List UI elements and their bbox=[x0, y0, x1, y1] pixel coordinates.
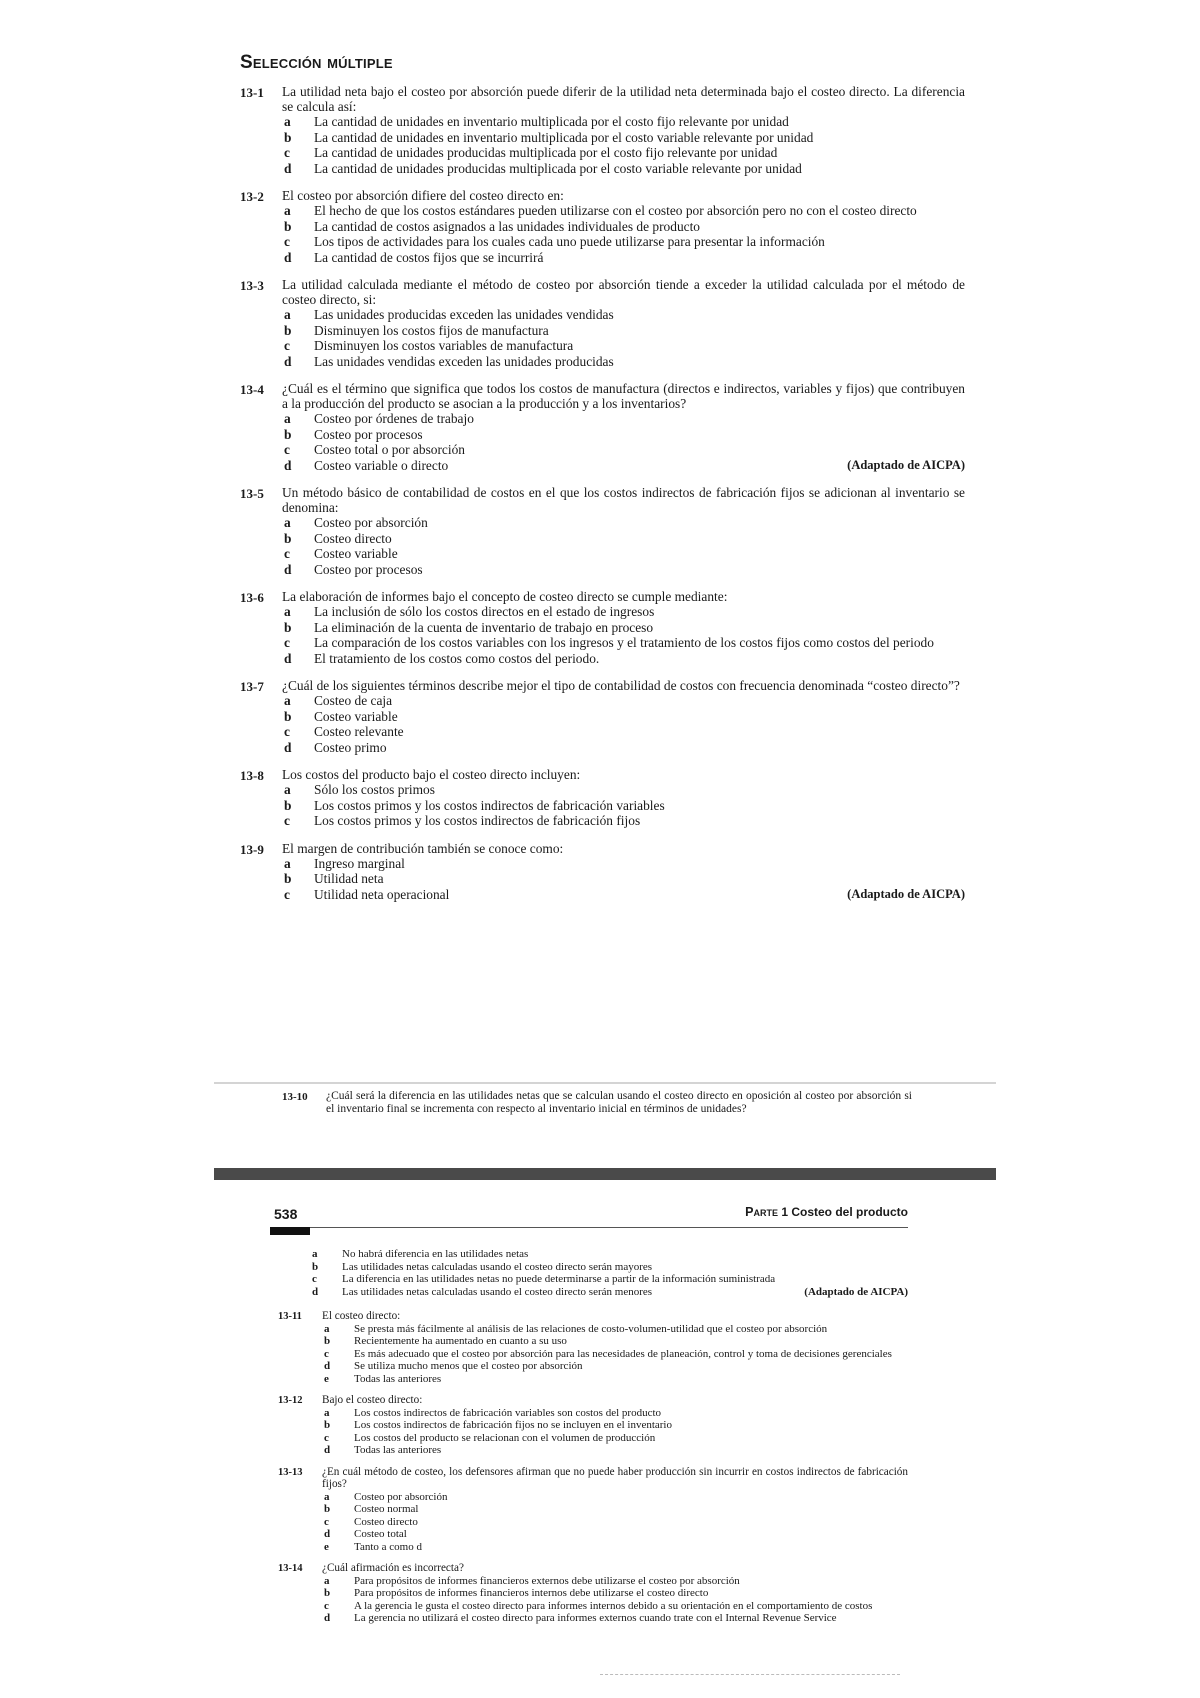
question bbox=[282, 1090, 912, 1115]
option bbox=[282, 724, 965, 740]
question bbox=[240, 84, 965, 176]
option-letter: b bbox=[324, 1503, 331, 1515]
option-letter: a bbox=[324, 1574, 330, 1587]
option-letter: b bbox=[284, 322, 292, 338]
question bbox=[278, 1562, 908, 1625]
option-text: Disminuyen los costos variables de manufactura bbox=[314, 338, 574, 353]
option bbox=[282, 604, 965, 620]
option bbox=[282, 887, 965, 903]
question bbox=[278, 1310, 908, 1385]
option bbox=[322, 1600, 908, 1613]
option-letter: a bbox=[284, 782, 291, 797]
source-note: (Adaptado de AICPA) bbox=[847, 886, 965, 901]
option bbox=[282, 145, 965, 161]
option-letter: c bbox=[284, 145, 290, 160]
option bbox=[282, 427, 965, 443]
source-note: (Adaptado de AICPA) bbox=[804, 1285, 908, 1298]
question-stem: El margen de contribución también se conoce como: bbox=[282, 840, 564, 856]
option-text: La diferencia en las utilidades netas no puede determinarse a partir de la información suministrada bbox=[342, 1273, 776, 1285]
option bbox=[322, 1407, 908, 1420]
option bbox=[322, 1432, 908, 1445]
option bbox=[282, 651, 965, 667]
question-body bbox=[282, 767, 965, 829]
option-letter: b bbox=[284, 797, 292, 813]
option-letter: e bbox=[324, 1372, 329, 1385]
question-number: 13-6 bbox=[240, 590, 264, 605]
option-text: Sólo los costos primos bbox=[314, 782, 435, 797]
option bbox=[282, 531, 965, 547]
question-list-page2 bbox=[278, 1310, 908, 1625]
option-letter: b bbox=[284, 871, 292, 886]
option-text: Las unidades producidas exceden las unidades vendidas bbox=[314, 307, 614, 322]
question-number: 13-2 bbox=[240, 189, 264, 204]
footer-line bbox=[600, 1674, 900, 1677]
option-text: La inclusión de sólo los costos directos en el estado de ingresos bbox=[314, 604, 655, 619]
option-text: El tratamiento de los costos como costos del periodo. bbox=[314, 650, 600, 666]
page-bottom bbox=[278, 1248, 908, 1634]
option-text: A la gerencia le gusta el costeo directo para informes internos debido a su orientación en el comportamiento de costos bbox=[354, 1599, 873, 1612]
part-word: Parte bbox=[745, 1205, 778, 1219]
question bbox=[240, 381, 965, 473]
option-letter: d bbox=[284, 457, 292, 473]
question-number: 13-1 bbox=[240, 85, 264, 100]
question-body bbox=[282, 841, 965, 903]
source-note: (Adaptado de AICPA) bbox=[847, 457, 965, 472]
option-text: Para propósitos de informes financieros internos debe utilizarse el costeo directo bbox=[354, 1587, 709, 1599]
option bbox=[322, 1516, 908, 1529]
option-text: Los costos del producto se relacionan con el volumen de producción bbox=[354, 1431, 656, 1444]
option bbox=[322, 1373, 908, 1386]
option-text: Los costos primos y los costos indirectos de fabricación variables bbox=[314, 797, 665, 813]
option bbox=[282, 354, 965, 370]
option-letter: c bbox=[312, 1273, 317, 1285]
option-text: Para propósitos de informes financieros externos debe utilizarse el costeo por absorción bbox=[354, 1574, 740, 1587]
option-text: Costeo total o por absorción bbox=[314, 442, 465, 457]
question-body bbox=[282, 381, 965, 473]
option-text: La gerencia no utilizará el costeo directo para informes externos cuando trate con el Internal Revenue Service bbox=[354, 1612, 837, 1624]
option-letter: b bbox=[284, 129, 292, 145]
question-stem: La elaboración de informes bajo el concepto de costeo directo se cumple mediante: bbox=[282, 589, 728, 604]
option-letter: a bbox=[284, 203, 291, 218]
option-text: Costeo directo bbox=[314, 530, 392, 546]
option-text: Se utiliza mucho menos que el costeo por absorción bbox=[354, 1360, 583, 1372]
option-letter: c bbox=[284, 886, 290, 902]
option bbox=[322, 1612, 908, 1625]
option-text: La cantidad de unidades producidas multiplicada por el costo fijo relevante por unidad bbox=[314, 145, 778, 160]
option-text: La comparación de los costos variables con los ingresos y el tratamiento de los costos fijos como costos del periodo bbox=[314, 635, 934, 650]
question-number: 13-10 bbox=[282, 1091, 308, 1103]
option bbox=[282, 856, 965, 872]
option-text: Costeo variable bbox=[314, 546, 398, 561]
question-number: 13-5 bbox=[240, 486, 264, 501]
option bbox=[322, 1348, 908, 1361]
option bbox=[282, 323, 965, 339]
option-letter: a bbox=[324, 1490, 330, 1503]
option bbox=[282, 250, 965, 266]
option bbox=[282, 338, 965, 354]
question-body bbox=[282, 589, 965, 666]
q10-options bbox=[278, 1248, 908, 1298]
option-letter: c bbox=[324, 1431, 329, 1444]
option bbox=[282, 546, 965, 562]
option-text: Las utilidades netas calculadas usando el costeo directo serán menores bbox=[342, 1285, 653, 1298]
option bbox=[282, 307, 965, 323]
option bbox=[322, 1528, 908, 1541]
option bbox=[322, 1335, 908, 1348]
option-text: La cantidad de unidades en inventario multiplicada por el costo fijo relevante por unidad bbox=[314, 114, 789, 129]
option-letter: c bbox=[284, 635, 290, 650]
page-top bbox=[240, 52, 965, 914]
option-text: Utilidad neta operacional bbox=[314, 886, 450, 902]
option bbox=[282, 515, 965, 531]
option bbox=[322, 1503, 908, 1516]
question-body bbox=[322, 1466, 908, 1554]
option bbox=[282, 782, 965, 798]
question-stem: Bajo el costeo directo: bbox=[322, 1394, 423, 1406]
option bbox=[282, 693, 965, 709]
option bbox=[282, 620, 965, 636]
option bbox=[282, 709, 965, 725]
option-text: Costeo primo bbox=[314, 739, 387, 755]
option-letter: a bbox=[284, 307, 291, 322]
option bbox=[282, 871, 965, 887]
option bbox=[322, 1419, 908, 1432]
option bbox=[282, 411, 965, 427]
question-13-10 bbox=[282, 1090, 912, 1127]
option-text: Costeo total bbox=[354, 1528, 407, 1540]
option bbox=[322, 1323, 908, 1336]
question bbox=[240, 485, 965, 577]
option-letter: a bbox=[324, 1406, 330, 1419]
option-letter: d bbox=[312, 1285, 319, 1298]
option-letter: d bbox=[284, 160, 292, 176]
option-text: Costeo directo bbox=[354, 1515, 418, 1528]
option-letter: c bbox=[324, 1599, 329, 1612]
question-stem: ¿En cuál método de costeo, los defensores afirman que no puede haber producción sin incurrir en costos indirectos de fabricación fijos? bbox=[322, 1465, 908, 1490]
question-stem: ¿Cuál es el término que significa que todos los costos de manufactura (directos e indirectos, variables y fijos) que contribuyen a la producción del producto se asocian a la producción y a los inventarios? bbox=[282, 381, 965, 411]
question bbox=[278, 1394, 908, 1457]
option-text: Costeo relevante bbox=[314, 724, 404, 739]
option-letter: b bbox=[284, 218, 292, 234]
option bbox=[282, 130, 965, 146]
header-block bbox=[270, 1227, 310, 1235]
question-stem: La utilidad calculada mediante el método de costeo por absorción tiende a exceder la utilidad calculada por el método de costeo directo, si: bbox=[282, 277, 965, 307]
question-stem: Un método básico de contabilidad de costos en el que los costos indirectos de fabricación fijos se adicionan al inventario se denomina: bbox=[282, 485, 965, 515]
option-letter: c bbox=[284, 546, 290, 561]
option-text: No habrá diferencia en las utilidades netas bbox=[342, 1248, 529, 1260]
question-body bbox=[322, 1394, 908, 1457]
option-letter: d bbox=[324, 1528, 331, 1540]
option-text: El hecho de que los costos estándares pueden utilizarse con el costeo por absorción pero no con el costeo directo bbox=[314, 203, 917, 218]
option-text: Los costos indirectos de fabricación variables son costos del producto bbox=[354, 1406, 662, 1419]
question bbox=[278, 1466, 908, 1554]
option-letter: d bbox=[284, 739, 292, 755]
option bbox=[322, 1575, 908, 1588]
option-letter: a bbox=[284, 515, 291, 530]
option-text: Costeo por absorción bbox=[354, 1490, 448, 1503]
option-text: Todas las anteriores bbox=[354, 1444, 442, 1456]
question-number: 13-11 bbox=[278, 1311, 302, 1322]
option-text: Todas las anteriores bbox=[354, 1372, 442, 1385]
question-number: 13-8 bbox=[240, 768, 264, 783]
option-letter: b bbox=[284, 426, 292, 442]
question-number: 13-14 bbox=[278, 1563, 303, 1574]
option-letter: a bbox=[284, 114, 291, 129]
page-number: 538 bbox=[274, 1206, 298, 1222]
option bbox=[282, 635, 965, 651]
option-text: Costeo por absorción bbox=[314, 515, 428, 530]
option-letter: c bbox=[284, 724, 290, 739]
question-number: 13-7 bbox=[240, 679, 264, 694]
question-number: 13-13 bbox=[278, 1466, 303, 1478]
question bbox=[240, 188, 965, 265]
option-text: Costeo por procesos bbox=[314, 561, 423, 577]
option-letter: a bbox=[312, 1248, 318, 1260]
option bbox=[282, 114, 965, 130]
option bbox=[278, 1248, 908, 1261]
part-title bbox=[745, 1205, 908, 1219]
question-body bbox=[322, 1562, 908, 1625]
question bbox=[240, 678, 965, 755]
option bbox=[282, 219, 965, 235]
option bbox=[282, 161, 965, 177]
option bbox=[322, 1541, 908, 1554]
option-text: La cantidad de costos asignados a las unidades individuales de producto bbox=[314, 218, 700, 234]
option-letter: b bbox=[284, 708, 292, 724]
option-text: La eliminación de la cuenta de inventario de trabajo en proceso bbox=[314, 619, 654, 635]
option-letter: b bbox=[324, 1419, 331, 1431]
header-rule bbox=[270, 1227, 908, 1228]
option bbox=[322, 1360, 908, 1373]
option bbox=[282, 740, 965, 756]
option bbox=[282, 813, 965, 829]
question-number: 13-3 bbox=[240, 278, 264, 293]
question bbox=[240, 589, 965, 666]
option-letter: d bbox=[284, 249, 292, 265]
option bbox=[278, 1286, 908, 1299]
option-text: Se presta más fácilmente al análisis de las relaciones de costo-volumen-utilidad que el costeo por absorción bbox=[354, 1322, 828, 1335]
option-letter: c bbox=[284, 442, 290, 457]
question-body bbox=[282, 84, 965, 176]
question-number: 13-12 bbox=[278, 1395, 303, 1406]
option bbox=[278, 1273, 908, 1286]
option-letter: a bbox=[284, 855, 291, 871]
option-letter: d bbox=[284, 650, 292, 666]
option bbox=[322, 1491, 908, 1504]
question-number: 13-4 bbox=[240, 382, 264, 397]
page-separator bbox=[214, 1168, 996, 1180]
option-letter: d bbox=[284, 353, 292, 369]
option-letter: a bbox=[284, 693, 291, 708]
option-letter: b bbox=[284, 619, 292, 635]
option bbox=[282, 562, 965, 578]
option bbox=[282, 442, 965, 458]
question-number: 13-9 bbox=[240, 841, 264, 857]
option-text: Los costos indirectos de fabricación fijos no se incluyen en el inventario bbox=[354, 1419, 672, 1431]
section-title: Selección múltiple bbox=[240, 52, 393, 73]
option-letter: b bbox=[284, 530, 292, 546]
option-letter: a bbox=[284, 604, 291, 619]
question-stem: Los costos del producto bajo el costeo directo incluyen: bbox=[282, 767, 581, 782]
option-letter: c bbox=[284, 234, 290, 249]
question-list bbox=[240, 84, 965, 902]
question-body bbox=[282, 277, 965, 369]
option-text: La cantidad de costos fijos que se incurrirá bbox=[314, 249, 544, 265]
option-letter: c bbox=[284, 338, 290, 353]
question-stem: ¿Cuál será la diferencia en las utilidades netas que se calculan usando el costeo directo en oposición al costeo por absorción si el inventario final se incrementa con respecto al inventario inicial en términos de unidades? bbox=[326, 1090, 912, 1115]
option-letter: c bbox=[324, 1515, 329, 1528]
question-stem: El costeo directo: bbox=[322, 1310, 401, 1322]
option bbox=[282, 203, 965, 219]
question-body bbox=[282, 188, 965, 265]
question bbox=[240, 841, 965, 903]
option-letter: c bbox=[324, 1347, 329, 1360]
option-text: Es más adecuado que el costeo por absorción para las necesidades de planeación, control y toma de decisiones gerenciales bbox=[354, 1347, 892, 1360]
question-stem: ¿Cuál afirmación es incorrecta? bbox=[322, 1562, 464, 1574]
question-stem: ¿Cuál de los siguientes términos describe mejor el tipo de contabilidad de costos con frecuencia denominada “costeo directo”? bbox=[282, 678, 960, 693]
option-letter: c bbox=[284, 813, 290, 828]
option-text: Las unidades vendidas exceden las unidades producidas bbox=[314, 353, 614, 369]
option-text: Costeo variable o directo bbox=[314, 457, 449, 473]
question-stem: El costeo por absorción difiere del costeo directo en: bbox=[282, 188, 564, 203]
option-text: Los costos primos y los costos indirectos de fabricación fijos bbox=[314, 813, 641, 828]
option-text: La cantidad de unidades en inventario multiplicada por el costo variable relevante por unidad bbox=[314, 129, 814, 145]
option-text: Los tipos de actividades para los cuales cada uno puede utilizarse para presentar la información bbox=[314, 234, 825, 249]
divider bbox=[214, 1082, 996, 1084]
option-text: Costeo por órdenes de trabajo bbox=[314, 411, 474, 426]
option-letter: a bbox=[284, 411, 291, 426]
option-letter: d bbox=[284, 561, 292, 577]
option-text: Costeo por procesos bbox=[314, 426, 423, 442]
option-letter: b bbox=[324, 1335, 331, 1347]
question-body bbox=[322, 1310, 908, 1385]
option-text: Utilidad neta bbox=[314, 871, 384, 886]
option-text: Disminuyen los costos fijos de manufactura bbox=[314, 322, 549, 338]
question bbox=[240, 277, 965, 369]
option-text: La cantidad de unidades producidas multiplicada por el costo variable relevante por unidad bbox=[314, 160, 802, 176]
page-header bbox=[270, 1203, 908, 1243]
option-text: Recientemente ha aumentado en cuanto a su uso bbox=[354, 1335, 567, 1347]
question-body bbox=[282, 678, 965, 755]
option-letter: b bbox=[312, 1260, 319, 1273]
question-stem: La utilidad neta bajo el costeo por absorción puede diferir de la utilidad neta determinada bajo el costeo directo. La diferencia se calcula así: bbox=[282, 84, 965, 114]
option-text: Tanto a como d bbox=[354, 1540, 422, 1553]
option bbox=[282, 798, 965, 814]
option-text: Ingreso marginal bbox=[314, 855, 405, 871]
option bbox=[282, 234, 965, 250]
option-letter: d bbox=[324, 1444, 331, 1456]
option bbox=[322, 1587, 908, 1600]
option-text: Las utilidades netas calculadas usando el costeo directo serán mayores bbox=[342, 1260, 653, 1273]
option bbox=[278, 1261, 908, 1274]
option-letter: a bbox=[324, 1322, 330, 1335]
option-text: Costeo de caja bbox=[314, 693, 393, 708]
option bbox=[322, 1444, 908, 1457]
option-letter: e bbox=[324, 1540, 329, 1553]
option-letter: b bbox=[324, 1587, 331, 1599]
option-letter: d bbox=[324, 1612, 331, 1624]
question-body bbox=[326, 1090, 912, 1115]
option-letter: d bbox=[324, 1360, 331, 1372]
question bbox=[240, 767, 965, 829]
option-text: Costeo normal bbox=[354, 1503, 419, 1515]
part-rest: 1 Costeo del producto bbox=[781, 1205, 908, 1219]
question-body bbox=[282, 485, 965, 577]
option-text: Costeo variable bbox=[314, 708, 398, 724]
option bbox=[282, 458, 965, 474]
